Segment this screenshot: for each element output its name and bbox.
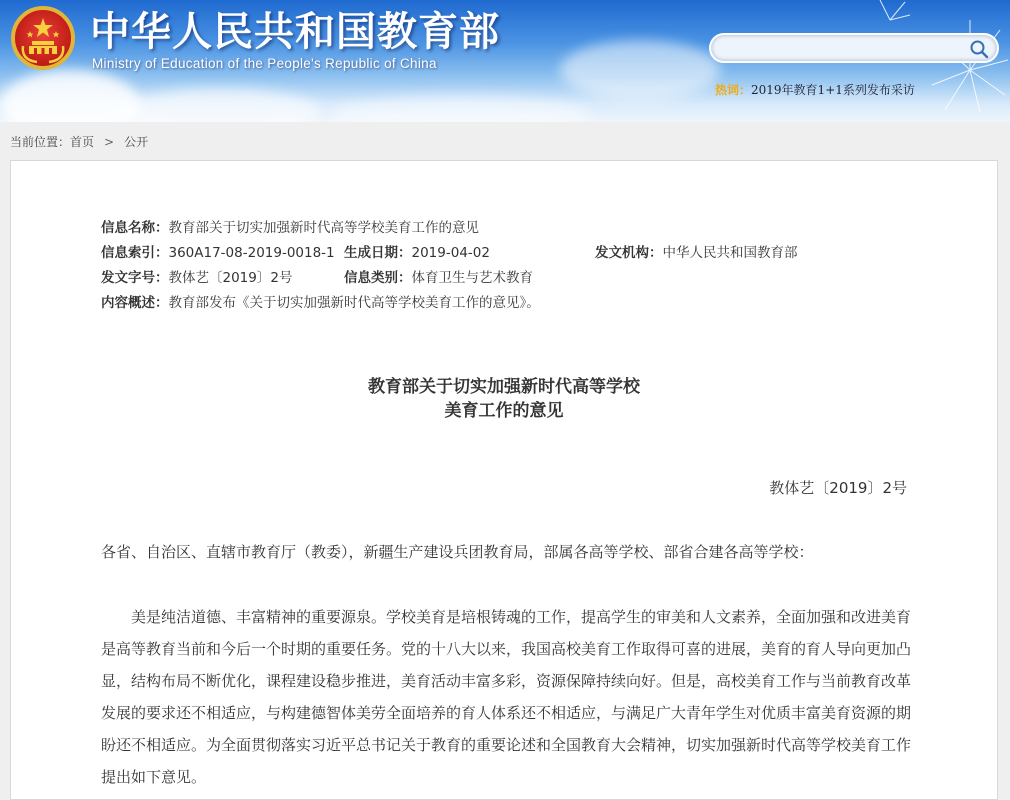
site-subtitle: Ministry of Education of the People's Republic of China	[92, 56, 437, 71]
breadcrumb-home-link[interactable]: 首页	[70, 135, 95, 149]
document-number: 教体艺〔2019〕2号	[769, 479, 907, 497]
info-name-row	[101, 216, 479, 236]
info-index-value: 360A17-08-2019-0018-1	[168, 245, 335, 261]
info-docno-field	[101, 266, 292, 286]
cloud-decoration	[120, 88, 320, 122]
breadcrumb-separator: >	[104, 135, 115, 149]
info-index-label: 信息索引：	[101, 245, 169, 261]
cloud-decoration	[0, 70, 140, 122]
national-emblem-icon	[11, 6, 75, 70]
hot-words-link[interactable]: 2019年教育1+1系列发布采访	[751, 83, 915, 97]
document-salutation: 各省、自治区、直辖市教育厅（教委），新疆生产建设兵团教育局，部属各高等学校、部省合建各高等学校：	[101, 543, 814, 561]
cloud-decoration	[560, 40, 720, 100]
info-agency-field	[595, 241, 798, 261]
info-docno-value: 教体艺〔2019〕2号	[168, 270, 293, 286]
breadcrumb-public-link[interactable]: 公开	[124, 135, 149, 149]
info-docno-label: 发文字号：	[101, 270, 169, 286]
info-date-label: 生成日期：	[344, 245, 412, 261]
hot-words-label: 热词：	[715, 83, 752, 97]
search-box	[709, 33, 999, 63]
info-name-value: 教育部关于切实加强新时代高等学校美育工作的意见	[168, 220, 479, 236]
info-agency-value: 中华人民共和国教育部	[662, 245, 798, 261]
document-title-line-1: 教育部关于切实加强新时代高等学校	[368, 377, 640, 397]
hot-words	[715, 81, 915, 98]
breadcrumb	[10, 133, 148, 150]
info-date-value: 2019-04-02	[411, 245, 490, 261]
document-title-line-2: 美育工作的意见	[444, 401, 564, 421]
content-panel	[10, 160, 998, 800]
document-paragraph: 美是纯洁道德、丰富精神的重要源泉。学校美育是培根铸魂的工作，提高学生的审美和人文素养，全面加强和改进美育是高等教育当前和今后一个时期的重要任务。党的十八大以来，我国高校美育工作取得可喜的进展，美育的育人导向更加凸显，结构布局不断优化，课程建设稳步推进，美育活动丰富多彩，资源保障持续向好。但是，高校美育工作与当前教育改革发展的要求还不相适应，与构建德智体美劳全面培养的育人体系还不相适应，与满足广大青年学生对优质丰富美育资源的期盼还不相适应。为全面贯彻落实习近平总书记关于教育的重要论述和全国教育大会精神，切实加强新时代高等学校美育工作提出如下意见。	[101, 608, 912, 786]
site-header	[0, 0, 1010, 122]
info-category-value: 体育卫生与艺术教育	[411, 270, 533, 286]
breadcrumb-prefix: 当前位置：	[10, 135, 71, 149]
info-summary-label: 内容概述：	[101, 295, 169, 311]
info-category-label: 信息类别：	[344, 270, 412, 286]
info-agency-label: 发文机构：	[595, 245, 663, 261]
info-summary-value: 教育部发布《关于切实加强新时代高等学校美育工作的意见》。	[168, 295, 540, 311]
site-title: 中华人民共和国教育部	[90, 9, 500, 55]
info-index-field	[101, 241, 335, 261]
search-input[interactable]	[721, 39, 965, 61]
cloud-decoration	[330, 96, 590, 122]
info-summary-row	[101, 291, 540, 311]
info-name-label: 信息名称：	[101, 220, 169, 236]
info-category-field	[344, 266, 533, 286]
info-date-field	[344, 241, 490, 261]
search-icon[interactable]	[969, 39, 989, 59]
